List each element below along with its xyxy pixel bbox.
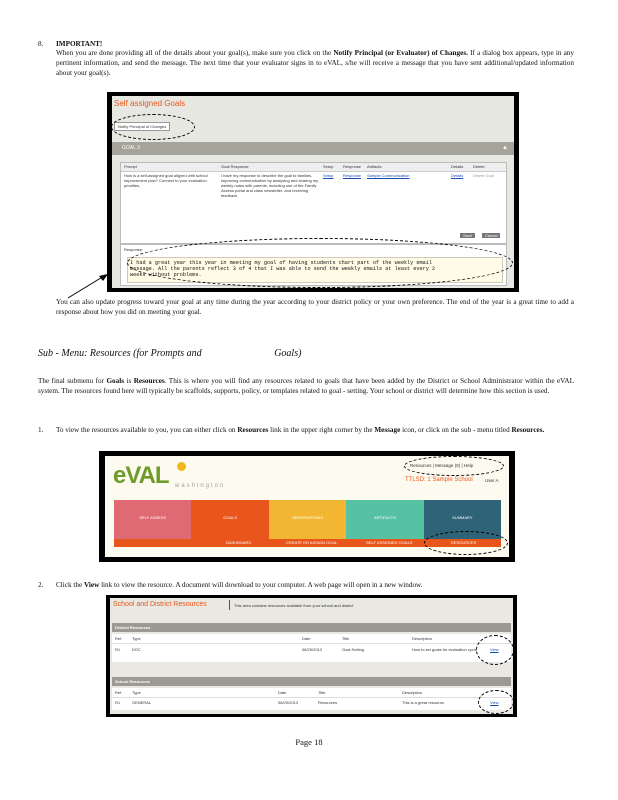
notify-bold-text: Notify Principal (or Evaluator) of Changes.: [333, 49, 468, 57]
submenu-self-assigned[interactable]: SELF ASSIGNED GOALS: [366, 540, 413, 545]
col-response: Response: [343, 164, 362, 169]
resources-bold: Resources.: [511, 426, 545, 434]
item2-text-1: Click the: [56, 581, 83, 589]
cell-date: 08/29/2013: [302, 647, 323, 652]
screenshot-resources: [106, 595, 517, 717]
screenshot-eval-nav: [99, 451, 515, 562]
cell-date: 08/29/2013: [278, 700, 299, 705]
progress-paragraph: You can also update progress toward your goal at any time during the year according to your district policy or your own preference. The end of the year is a great time to add a response about how you did on meeting your goal.: [56, 298, 574, 316]
screen-title: Self assigned Goals: [114, 99, 186, 108]
section-heading: [38, 348, 301, 359]
setup-link[interactable]: Setup: [323, 173, 334, 178]
tab-observations[interactable]: [269, 500, 346, 539]
cancel-button[interactable]: Cancel: [482, 233, 500, 238]
highlight-oval: [476, 635, 514, 665]
pointer-arrow-icon: [66, 272, 110, 300]
intro-paragraph: [38, 376, 574, 396]
col-artifacts: Artifacts: [367, 164, 382, 169]
col-title: Title: [318, 690, 326, 695]
school-header-label: School Resources: [115, 679, 150, 684]
col-title: Title: [342, 636, 350, 641]
resources-bold: Resources: [237, 426, 269, 434]
goal-header-label: GOAL 3: [122, 145, 140, 151]
item2-text-2: link to view the resource. A document will download to your computer. A web page will open in a new window.: [101, 581, 423, 589]
apple-icon: [177, 462, 186, 471]
eval-logo: [113, 462, 169, 490]
item8-paragraph: [56, 48, 574, 78]
submenu-resources[interactable]: RESOURCES: [451, 540, 477, 545]
item1-text-3: icon, or click on the sub - menu titled: [402, 426, 510, 434]
important-heading: IMPORTANT!: [56, 40, 103, 48]
logo-subtitle: washington: [175, 483, 226, 489]
col-ref: Ref: [115, 690, 122, 695]
section-heading-part1: Sub - Menu: Resources (for Prompts and: [38, 348, 202, 359]
school-table: [112, 688, 511, 710]
page-number: Page 18: [295, 737, 323, 747]
cell-ref: R1: [115, 647, 121, 652]
submenu-dashboard[interactable]: DASHBOARD: [226, 540, 252, 545]
response-line-3: weeks without problems.: [130, 272, 202, 278]
cell-type: GENERAL: [132, 700, 152, 705]
view-bold: View: [83, 581, 100, 589]
highlight-oval: [127, 238, 513, 288]
school-name: TTLSD: 1 Sample School: [405, 477, 473, 483]
cell-ref: R1: [115, 700, 121, 705]
title-divider: [229, 600, 230, 610]
prompt-cell: How is a self-assigned goal aligned with school improvement plan? Connect to your evaluation priorities.: [124, 173, 208, 188]
cell-description: This is a great resource.: [402, 700, 445, 705]
response-cell: I have my response to describe the goal to families, improving communication by analyzing and sharing my weekly notes with parents, including use of the Family Access portal and class newsletter, and receiving feedback: [221, 173, 319, 198]
highlight-oval: [424, 531, 508, 555]
school-header: [112, 677, 511, 686]
intro-text-1: The final submenu for: [38, 377, 104, 385]
intro-text-2: is: [126, 377, 132, 385]
item1-text-2: link in the upper right corner by the: [270, 426, 373, 434]
col-date: Date: [278, 690, 287, 695]
notify-principal-button[interactable]: Notify Principal of Changes: [114, 122, 170, 131]
item2-paragraph: [56, 580, 574, 590]
col-description: Description: [412, 636, 433, 641]
view-link[interactable]: View: [490, 647, 499, 652]
item-number: 1.: [38, 426, 44, 434]
intro-text-3: . This is where you will find any resources related to goals that have been added by the District or School Administrator within the eVAL system. The resources found here will typically be scaffolds, supports, policy, or templates related to goal - setting. Your school or district will determine how this section is used.: [38, 377, 574, 395]
col-type: Type: [132, 636, 141, 641]
logo-text: eVAL: [113, 462, 169, 489]
col-ref: Ref: [115, 636, 122, 641]
goals-bold: Goals: [106, 377, 125, 385]
cell-title: Goal Setting: [342, 647, 365, 652]
resources-bold: Resources: [133, 377, 165, 385]
response-label: Response:: [124, 247, 144, 252]
message-bold: Message: [374, 426, 401, 434]
item8-text-2: If a dialog box appears, type in any pertinent information, and send the message. The next time that your evaluator signs in to eVAL, s/he will receive a message that you have sent additional/updated information about your goal(s).: [56, 49, 574, 77]
resources-title: School and District Resources: [113, 601, 207, 608]
delete-link[interactable]: Delete Goal: [473, 173, 495, 178]
tab-artifacts[interactable]: [346, 500, 423, 539]
section-heading-part2: Goals): [274, 348, 302, 359]
col-date: Date: [302, 636, 311, 641]
save-button[interactable]: Save: [460, 233, 475, 238]
user-name[interactable]: User A: [485, 478, 499, 483]
artifact-link[interactable]: Sample Communication: [367, 173, 410, 178]
col-setup: Setup: [323, 164, 334, 169]
col-type: Type: [132, 690, 141, 695]
response-line-2: message. All the parents reflect 3 of 4 that I was able to send the weekly emails at least every 2: [130, 266, 436, 272]
col-details: Details: [451, 164, 464, 169]
col-goal-response: Goal Response: [221, 164, 249, 169]
collapse-arrow-icon[interactable]: ▲: [502, 145, 508, 151]
response-line-1: I had a great year this year in meeting my goal of having students chart part of the weekly email: [130, 260, 432, 266]
view-link[interactable]: View: [490, 700, 499, 705]
tab-label: OBSERVATIONS: [292, 515, 323, 520]
tab-label: GOALS: [223, 515, 237, 520]
details-link[interactable]: Details: [451, 173, 464, 178]
cell-type: DOC: [132, 647, 141, 652]
district-header: [112, 623, 511, 632]
submenu-create-goal[interactable]: CREATE OR ASSIGN GOAL: [286, 540, 338, 545]
goal-section-header[interactable]: [112, 142, 514, 155]
item-number: 8.: [38, 40, 44, 48]
tab-goals[interactable]: [191, 500, 268, 539]
district-header-label: District Resources: [115, 625, 151, 630]
cell-title: Resources: [318, 700, 338, 705]
goal-table: [120, 162, 507, 244]
resources-subtitle: This area contains resources available from your school and district: [234, 603, 354, 608]
district-table: [112, 634, 511, 662]
col-delete: Delete: [473, 164, 485, 169]
tab-self-assess[interactable]: [114, 500, 191, 539]
highlight-oval: [404, 456, 504, 476]
highlight-oval: [478, 690, 514, 714]
col-prompt: Prompt: [124, 164, 137, 169]
item1-paragraph: [56, 425, 574, 435]
cell-description: How to set goals for evaluation cycle: [412, 647, 477, 652]
response-link[interactable]: Response: [343, 173, 362, 178]
item-number: 2.: [38, 581, 44, 589]
tab-label: ARTIFACTS: [373, 515, 396, 520]
screenshot-goals: [107, 92, 519, 292]
top-links[interactable]: Resources | Message (0) | Help: [410, 463, 474, 468]
tab-label: SUMMARY: [452, 515, 473, 520]
col-description: Description: [402, 690, 423, 695]
highlight-oval: [111, 114, 195, 140]
tab-label: SELF ASSESS: [139, 515, 167, 520]
item1-text-1: To view the resources available to you, you can either click on: [56, 426, 236, 434]
item8-text-1: When you are done providing all of the details about your goal(s), make sure you click on the: [56, 49, 332, 57]
